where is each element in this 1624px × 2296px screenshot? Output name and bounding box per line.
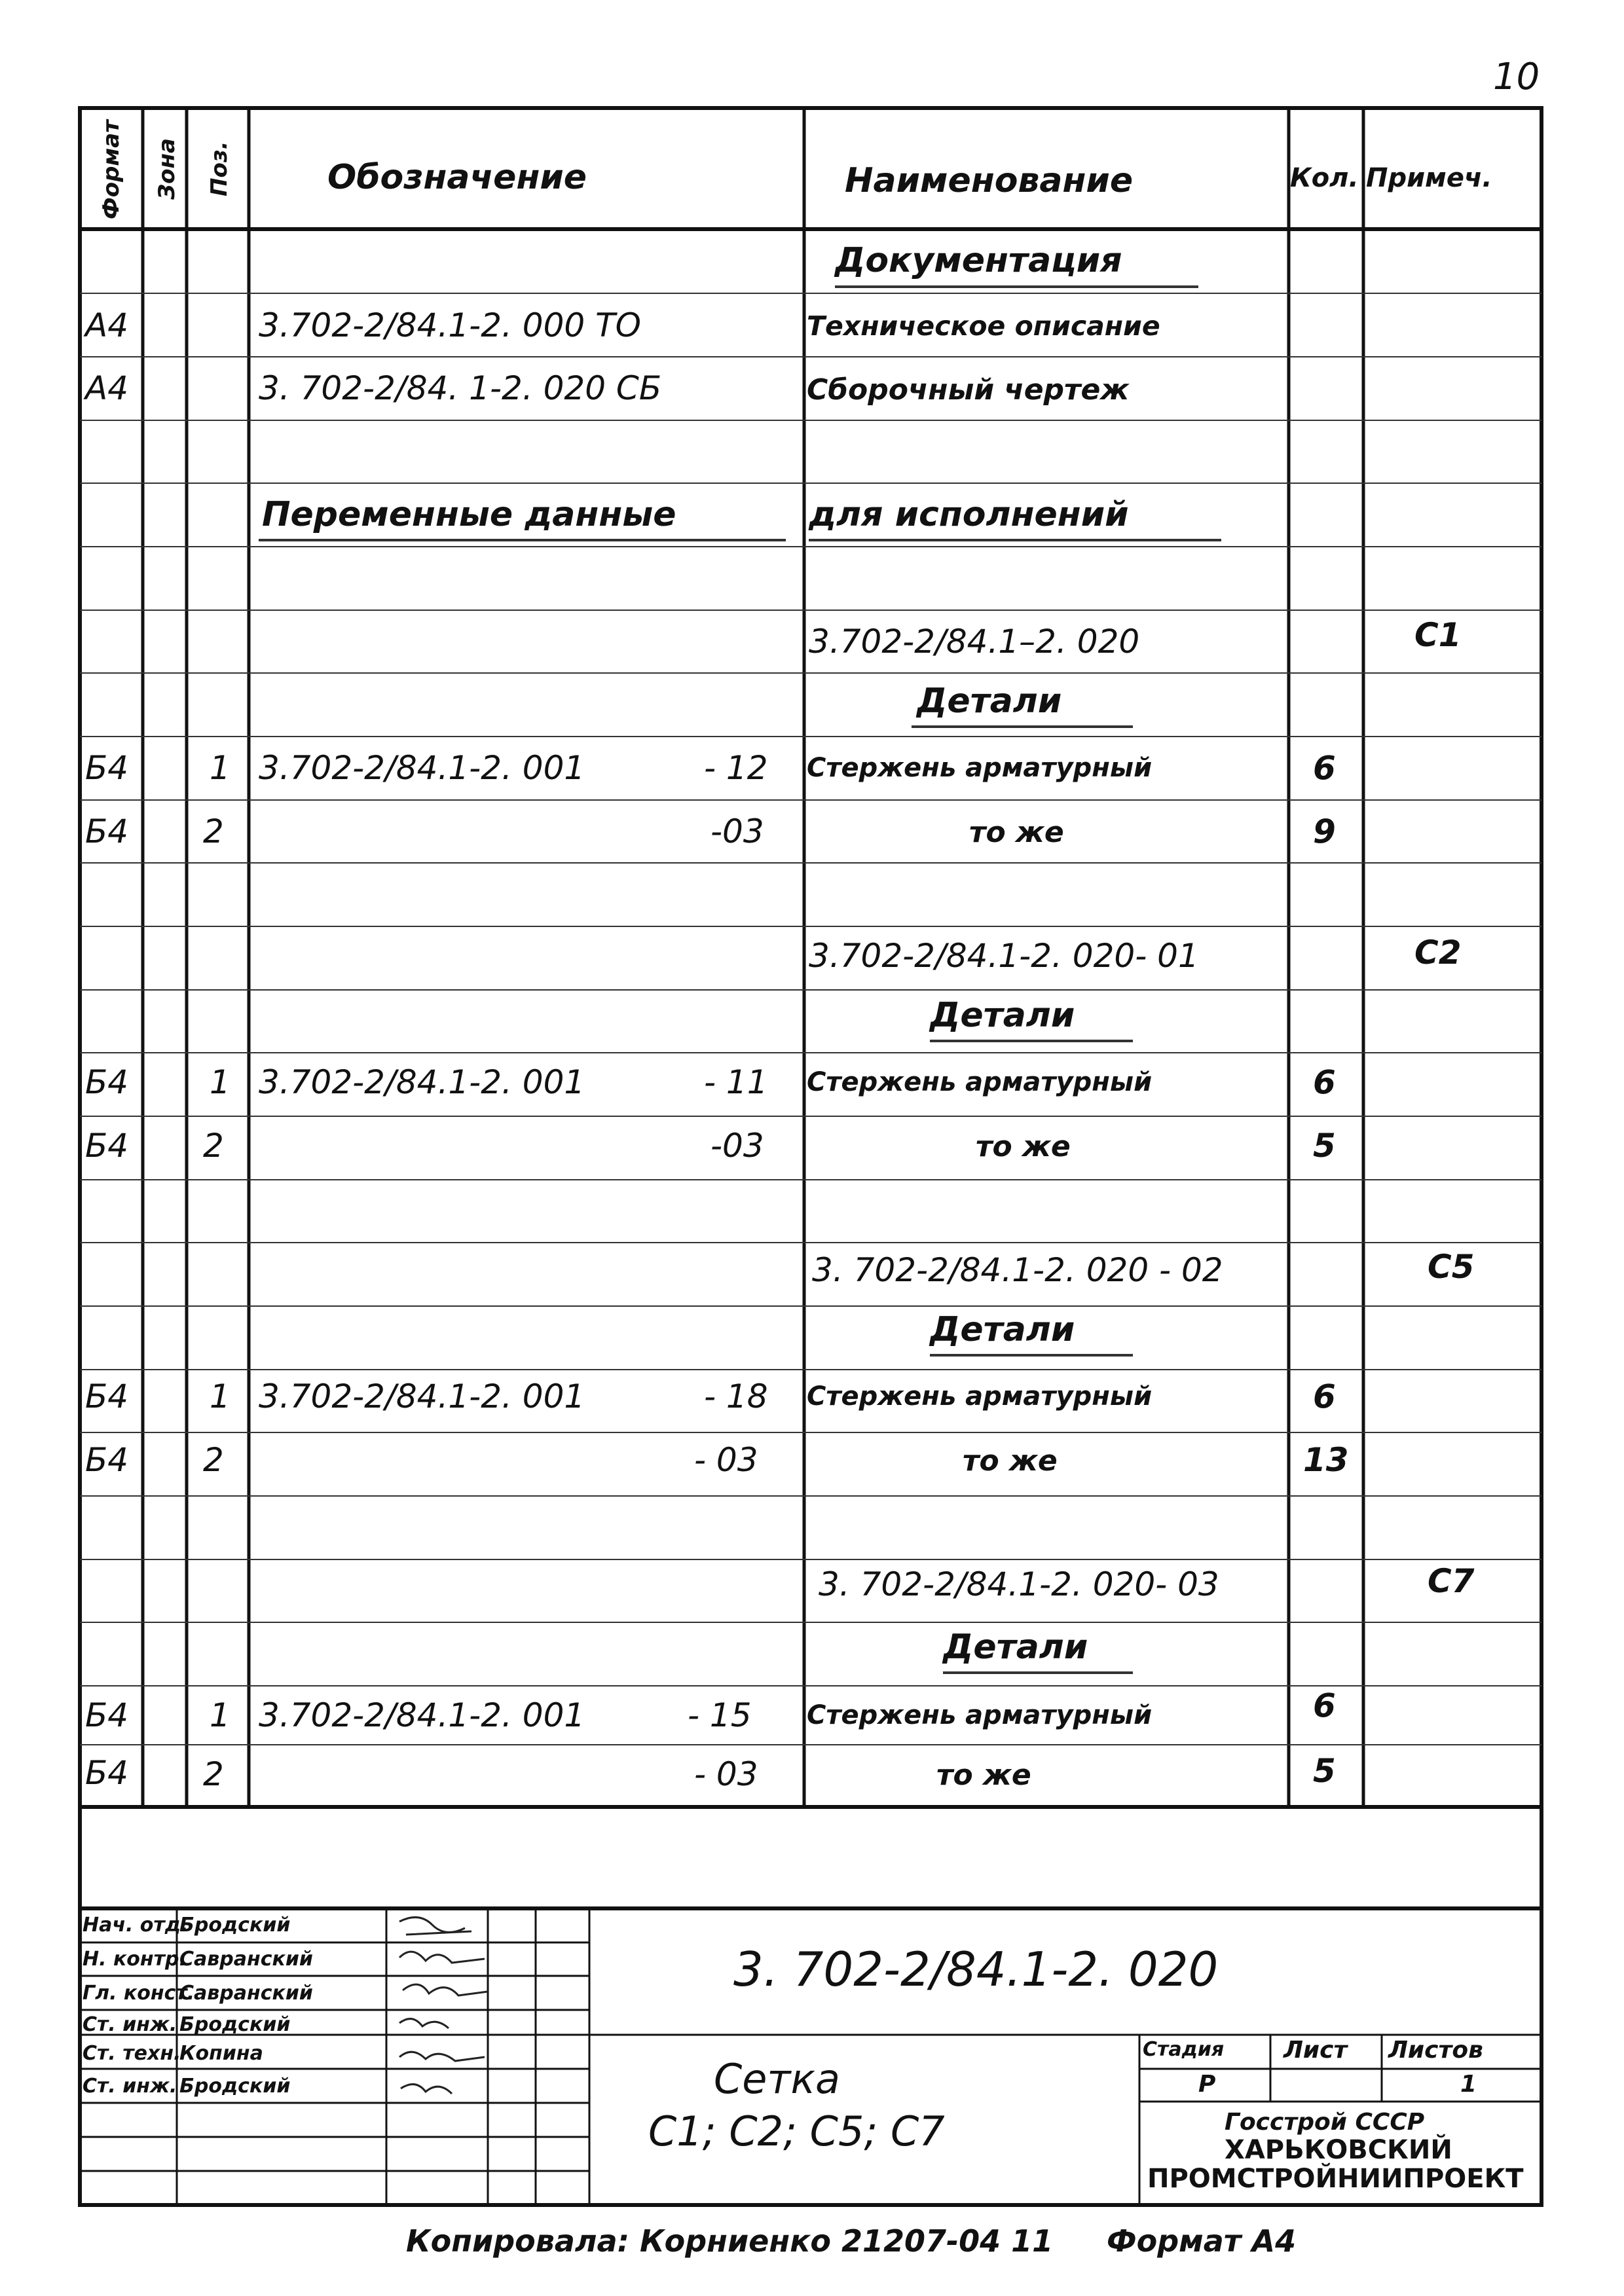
v4-r1-format: Б4 (85, 1696, 129, 1734)
tb-org-line3: ПРОМСТРОЙНИИПРОЕКТ (1147, 2164, 1524, 2194)
tb-person-6: Бродский (179, 2075, 291, 2098)
v2-details: Детали (930, 996, 1075, 1035)
v2-r2-name: то же (976, 1130, 1071, 1163)
v3-r2-name: то же (963, 1444, 1058, 1478)
v3-r1-format: Б4 (85, 1377, 129, 1415)
tb-stage-label: Стадия (1143, 2038, 1225, 2061)
header-zone: Зона (154, 138, 180, 200)
v3-designation: 3. 702-2/84.1-2. 020 - 02 (812, 1251, 1223, 1289)
tb-role-3: Гл. конст. (83, 1982, 195, 2005)
v2-r2-qty: 5 (1313, 1127, 1336, 1165)
header-note: Примеч. (1366, 163, 1492, 193)
v2-r1-designation: 3.702-2/84.1-2. 001 (259, 1063, 585, 1101)
tb-stage-value: Р (1198, 2071, 1216, 2098)
v2-r2-pos: 2 (203, 1127, 224, 1165)
tb-doc-number: 3. 702-2/84.1-2. 020 (733, 1942, 1219, 1997)
doc1-designation: 3.702-2/84.1-2. 000 ТО (259, 306, 642, 344)
doc1-name: Техническое описание (807, 310, 1160, 342)
tb-person-4: Бродский (179, 2013, 291, 2036)
tb-sheets-label: Листов (1388, 2037, 1483, 2064)
doc2-format: А4 (85, 369, 129, 407)
v3-note: С5 (1428, 1248, 1475, 1286)
v1-designation: 3.702-2/84.1–2. 020 (809, 623, 1140, 661)
v4-r2-pos: 2 (203, 1755, 224, 1793)
v1-r1-qty: 6 (1313, 749, 1336, 787)
tb-role-1: Нач. отд. (83, 1914, 189, 1937)
v3-r1-designation: 3.702-2/84.1-2. 001 (259, 1377, 585, 1415)
v4-r1-qty: 6 (1313, 1686, 1336, 1724)
section-variable-left: Переменные данные (262, 495, 676, 534)
section-documentation: Документация (835, 241, 1122, 280)
v3-r1-name: Стержень арматурный (807, 1381, 1153, 1412)
v1-details: Детали (917, 682, 1062, 721)
tb-sheets-value: 1 (1460, 2071, 1477, 2098)
v3-r2-qty: 13 (1303, 1441, 1349, 1479)
v3-r1-suffix: - 18 (704, 1377, 768, 1415)
tb-role-6: Ст. инж. (83, 2075, 177, 2098)
v1-r2-format: Б4 (85, 812, 129, 850)
header-qty: Кол. (1290, 163, 1359, 193)
v2-r2-suffix: -03 (710, 1127, 764, 1165)
v1-r1-suffix: - 12 (704, 749, 768, 787)
v4-r1-designation: 3.702-2/84.1-2. 001 (259, 1696, 585, 1734)
v4-r1-pos: 1 (210, 1696, 231, 1734)
v1-r1-name: Стержень арматурный (807, 753, 1153, 783)
tb-person-3: Савранский (179, 1982, 313, 2005)
v2-r1-suffix: - 11 (704, 1063, 768, 1101)
v2-r2-format: Б4 (85, 1127, 129, 1165)
footer-copied: Копировала: Корниенко 21207-04 11 (406, 2223, 1054, 2259)
doc2-name: Сборочный чертеж (807, 373, 1130, 407)
v2-r1-qty: 6 (1313, 1063, 1336, 1101)
v2-designation: 3.702-2/84.1-2. 020- 01 (809, 937, 1199, 975)
header-format: Формат (98, 120, 124, 219)
tb-org-line1: Госстрой СССР (1225, 2109, 1425, 2136)
signatures (393, 1912, 498, 2108)
tb-product-line2: С1; С2; С5; С7 (648, 2107, 945, 2155)
header-pos: Поз. (206, 141, 232, 196)
doc1-format: А4 (85, 306, 129, 344)
v3-r1-pos: 1 (210, 1377, 231, 1415)
v2-r1-name: Стержень арматурный (807, 1067, 1153, 1097)
v1-note: С1 (1414, 616, 1462, 654)
tb-role-5: Ст. техн. (83, 2042, 181, 2065)
v4-r2-qty: 5 (1313, 1752, 1336, 1790)
tb-org-line2: ХАРЬКОВСКИЙ (1225, 2135, 1452, 2165)
v2-note: С2 (1414, 934, 1462, 972)
v2-r1-format: Б4 (85, 1063, 129, 1101)
v1-r1-pos: 1 (210, 749, 231, 787)
v4-r2-format: Б4 (85, 1754, 129, 1792)
header-designation: Обозначение (327, 158, 587, 197)
v3-r2-suffix: - 03 (694, 1441, 758, 1479)
v4-r1-name: Стержень арматурный (807, 1700, 1153, 1730)
v3-r2-format: Б4 (85, 1441, 129, 1479)
v4-note: С7 (1428, 1562, 1475, 1600)
tb-product-line1: Сетка (714, 2055, 840, 2103)
footer-format: Формат А4 (1107, 2223, 1297, 2259)
tb-person-5: Копина (179, 2042, 263, 2065)
v1-r2-qty: 9 (1313, 812, 1336, 850)
v3-r2-pos: 2 (203, 1441, 224, 1479)
doc2-designation: 3. 702-2/84. 1-2. 020 СБ (259, 369, 662, 407)
v1-r2-pos: 2 (203, 812, 224, 850)
v3-r1-qty: 6 (1313, 1377, 1336, 1415)
tb-person-1: Бродский (179, 1914, 291, 1937)
tb-role-2: Н. контр. (83, 1948, 187, 1971)
v4-r1-suffix: - 15 (688, 1696, 752, 1734)
v4-details: Детали (943, 1628, 1088, 1667)
page-number: 10 (1493, 56, 1540, 98)
section-variable-right: для исполнений (809, 495, 1129, 534)
header-name: Наименование (845, 161, 1134, 200)
tb-role-4: Ст. инж. (83, 2013, 177, 2036)
v4-r2-name: то же (936, 1758, 1031, 1792)
v1-r2-suffix: -03 (710, 812, 764, 850)
v4-designation: 3. 702-2/84.1-2. 020- 03 (819, 1565, 1219, 1603)
v1-r1-format: Б4 (85, 749, 129, 787)
v3-details: Детали (930, 1310, 1075, 1349)
v2-r1-pos: 1 (210, 1063, 231, 1101)
tb-sheet-label: Лист (1283, 2037, 1348, 2064)
v4-r2-suffix: - 03 (694, 1755, 758, 1793)
v1-r1-designation: 3.702-2/84.1-2. 001 (259, 749, 585, 787)
v1-r2-name: то же (969, 816, 1064, 849)
tb-person-2: Савранский (179, 1948, 313, 1971)
